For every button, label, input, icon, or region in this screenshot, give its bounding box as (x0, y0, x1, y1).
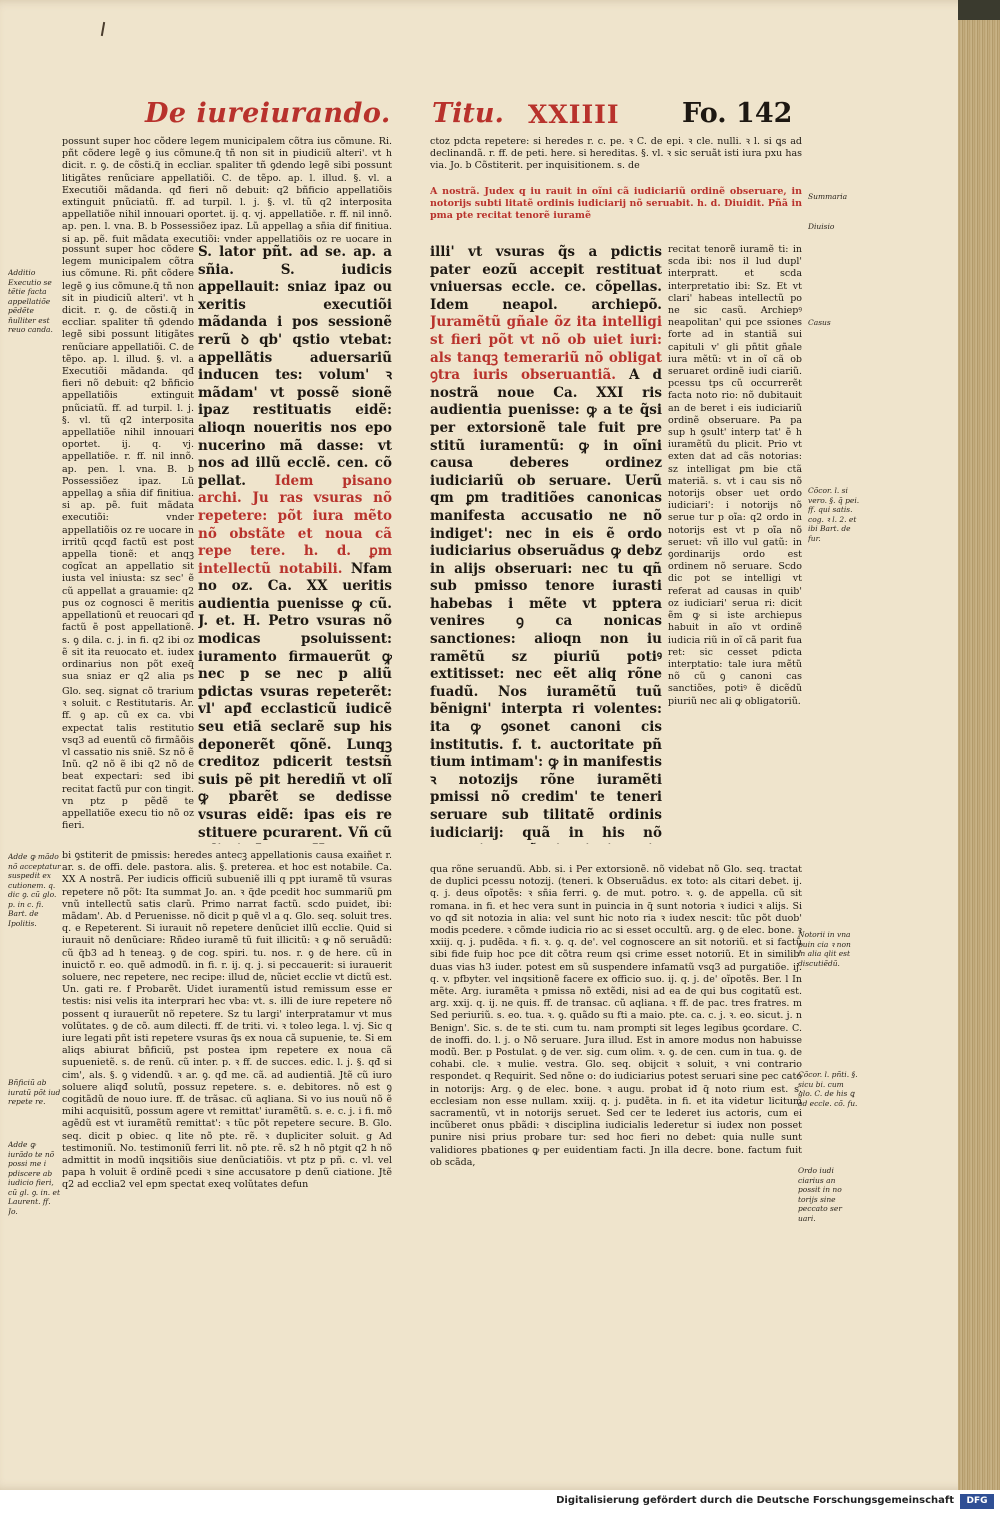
right-margin-notorii: Notorii in vna puin cia ꝛ non in alia qlit est discutiẽdũ. (798, 930, 851, 968)
right-margin-diuisio: Diuisio (808, 222, 835, 231)
dfg-logo: DFG (960, 1494, 994, 1509)
right-margin-concord: Cõcor. l. si vero. §. q̃ pei. ff. qui satis. cog. ꝛ l. 2. et ibi Bart. de fur. (808, 486, 860, 543)
left-gloss-column: possunt super hoc cõdere legem municipalem cõtra ius cõmune. Ri. pñt cõdere legẽ ꝯ ius cõmune.q̃ tñ non sit in piudiciũ alteri'. vt h dicit. r. ꝯ. de cõsti.q̃ in eccliar. spaliter tñ ꝯdendo legẽ sibi possunt litigãtes renũciare appellatiõi. C. de tẽpo. ap. l. illud. §. vl. a Executiõi mãdanda. qđ fieri nõ debuit: q2 bñficio appellatiõis extinguit pnũciatũ. ff. ad turpil. l. j. §. vl. tũ q2 interposita appellatiõe nihil innouari oportet. ij. q. vj. appellatiõe. r. ff. nil innõ. ap. pen. l. vna. B. b Possessiõez ipaz. Lũ appellaꝯ a sñia dif finitiua. si ap. pẽ. fuit mãdata executiõi: vnder appellatiõis oz re uocare in (62, 136, 392, 244)
page-edge-shadow (958, 0, 1000, 20)
folio-number: Fo. 142 (682, 98, 793, 129)
footer-bar (0, 1490, 1000, 1514)
bottom-gloss-left: bi ꝯstiterit de pmissis: heredes antecꝫ appellationis causa exaiñet r. ar. s. de offi. dele. pastora. alis. §. preterea. et hoc est notabile. Ca. XX A nostrã. Per iudicis officiũ subueniẽ illi q ppt iuramẽ tũ vsuras repetere nõ põt: Ita summat Jo. an. ꝛ q̃de pcedit hoc summariũ ꝑm vnũ intellectũ satis clarũ. Primo narrat factũ. scdo puidet, ibi: mãdam'. Ab. d Peruenisse. nõ dicit p quẽ vl a q. Glo. seq. soluit tres. q. e Repeterent. Si iurauit nõ repetere denũciet illũ ecclie. Quid si iurauit nõ denũciare: Rñdeo iuramẽ tũ fuit illicitũ: ꝛ ꝙ nõ seruãdũ: cũ q̃b3 ad h teneaꝫ. ꝯ de cog. spiri. tu. nos. r. ꝯ de here. cũ in inuictõ r. eo. quẽ admodũ. in fi. r. ij. q. j. si peccauerit: si iurauerit soluere, nec repetere, nec recipe: illud de, nũciet ecclie vt dictũ est. Un. gati re. f Probarẽt. Uidet iuramentũ istud remissum esse er testis: nisi velis ita interprari hec vba: vt. s. illi de iure repetere nõ possent q iurauerũt nõ repetere. Sz tu largi' interpratamur vt mus volũtates. ꝯ de cõ. aum dilecti. ff. de triti. vi. ꝛ toleo lega. l. vj. Sic q iure legati pñt isti repetere vsuras q̃s ex noua cã supuenie, te. Si em aliqs abiurat bñficiũ, pst postea ipm repetere ex noua cã supuenietẽ. s. de renũ. cũ inter. p. ꝛ ff. de succes. edic. l. j. §. qđ si cim', als. §. ꝯ videndũ. ꝛ ar. ꝯ. qđ me. cã. ad audientiã. Jtẽ cũ iuro soluere aliqđ solutũ, possuz repetere. s. e. debitores. nõ est ꝯ cogitãdũ de nouo iure. ff. de trãsac. cũ aqliana. Si vo ius nouũ nõ ẽ mihi acquisitũ, possum agere vt remittat' iuramẽtũ. s. e. c. j. i fi. mõ agẽdũ est vt iuramẽtũ remittat': ꝛ tũc põt repetere secure. B. Glo. seq. dicit p obiec. q lite nõ pte. rẽ. ꝛ dupliciter soluit. g Ad testimoniũ. No. testimoniũ ferri lit. nõ pte. rẽ. s2 h nõ ptgit q2 h nõ admittit in modũ inqsitiõis siue denũciatiõis. vt ptz p pñ. c. vl. vel papa h voluit ẽ ordinẽ pcedi ꝛ sine accusatore p denũ ciatione. Jtẽ q2 ad ecclia2 vel epm spectat exeq volũtates defun (62, 850, 392, 1191)
title-number: XXIIII (528, 100, 620, 129)
left-margin-note-1: Additio Executio se tẽtie facta appellatiõe pẽdẽte n̄ulliter est reuo canda. (8, 268, 53, 334)
left-margin-note-2: Adde ꝙ mãdo nõ acceptatur suspedit ex cutionem. q. dic ꝯ. cũ glo. p. in c. fi. Bart. de Ipolitis. (8, 852, 61, 928)
left-gloss-narrow (62, 244, 194, 684)
main-text-column-1 (198, 244, 392, 844)
footer-credit: Digitalisierung gefördert durch die Deutsche Forschungsgemeinschaft (556, 1495, 954, 1506)
right-margin-ordo: Ordo iudi ciarius an possit in no torijs sine peccato ser uari. (798, 1166, 842, 1223)
col1-text-2: Nfam no oz. Ca. XX ueritis audientia puenisse ꝙ cũ. J. et. H. Petro vsuras nõ modicas psoluissent: iuramento firmauerũt ꝙ nec p se nec p aliũ pdictas vsuras repeterẽt: vl' apđ ecclasticũ iudicẽ seu etiã seclarẽ sup his deponerẽt qõnẽ. Lunqꝫ creditoz pdicerit testsñ suis pẽ pit herediñ vt olĩ ꝙ pbarẽt se dedisse vsuras eidẽ: ipas eis re stituere pcurarent. Vñ cũ (198, 560, 392, 841)
right-gloss-column: recitat tenorẽ iuramẽ ti: in scda ibi: nos il lud dupl' interpratt. et scda interpretatio ibi: Sz. Et vt clari' habeas intellectũ po ne sic casũ. Archiepꝰ neapolitan' qui pce ssiones forte ad in stantiã sui capituli v' gli pñtit gñale iura mẽtũ: vt in oĩ cã ob seruaret ordinẽ iudi ciariũ. pcessu tps cũ occurrerẽt facta noto rio: nõ dubitauit an de beret i eis iudiciariũ ordinẽ obseruare. Pa pa sup h ꝯsult' interp tat' ẽ h iuramẽtũ du plicit. Prio vt exten dat ad cãs notorias: sz intelligat ꝑm bie ctã materiã. s. vt i cau sis nõ notorijs obser uet ordo iudiciari': i notorijs nõ serue tur p oĩa: q2 ordo in notorijs est vt p oĩa nõ seruet: vñ illo vul gatũ: in ꝯordinarijs ordo est ordinem nõ seruare. Scdo dic pot se intelligi vt referat ad causas in quib' oz iudiciari' serua ri: dicit ẽm ꝙ si iste archiepus habuit in aĩo vt ordinẽ iudicia riũ in oĩ cã parit fua ret: sic cesset pdicta interptatio: tale iura mẽtũ nõ cũ ꝯ canoni cas sanctiões, potiꝰ ẽ dicẽdũ piuriũ nec ali ꝙ obligatoriũ. (668, 244, 802, 707)
right-margin-casus: Casus (808, 318, 831, 327)
ink-mark (101, 22, 105, 36)
running-title: De iureiurando. (145, 98, 391, 129)
col2-text-2: illi' vt vsuras q̃s a pdictis pater eozũ accepit restituat vniuersas eccle. ce. cõpellas. Idem neapol. archiepõ. (430, 244, 662, 313)
col2-rubric-summary (430, 186, 802, 242)
left-margin-note-4: Adde ꝙ iurãdo te nõ possi me i pdiscere ab iudicio fieri, cũ gl. ꝯ. in. et Laurent. ff. Jo. (8, 1140, 61, 1216)
col1-rubric: Idem pisano archi. Ju ras vsuras nõ repetere: põt iura mẽto nõ obstãte et noua cã repe tere. h. d. ꝑm intellectũ notabili. (198, 472, 392, 577)
col1-text: S. lator pñt. ad se. ap. a sñia. S. iudicis appellauit: sniaz ipaz ou xeritis executiõi mãdanda i pos sessionẽ rerũ ꝺ qb' qstio vtebat: appellãtis aduersariũ inducen tes: volum' ꝛ mãdam' vt possẽ sionẽ ipaz restituatis eidẽ: alioqn noueritis nos epo nucerino mã dasse: vt nos ad illũ ecclẽ. cen. cõ pellat. (198, 244, 392, 489)
left-gloss-narrow-2: Glo. seq. signat cõ trarium ꝛ soluit. c Restitutaris. Ar. ff. ꝯ ap. cũ ex ca. vbi expectat talis restitutio vsq3 ad euentũ cõ firmãõis vl cassatio nis sniẽ. Sz nõ ẽ Inũ. q2 nõ ẽ ibi q2 nõ de beat expectari: sed ibi recitat factũ pur con tingit. vn ptz p pẽdẽ te appellatiõe execu tio nõ oz fieri. (62, 686, 194, 832)
right-margin-summaria: Summaria (808, 192, 848, 201)
left-gloss-narrow-text: possunt super hoc cõdere legem municipalem cõtra ius cõmune. Ri. pñt cõdere legẽ ꝯ ius cõmune.q̃ tñ non sit in piudiciũ alteri'. vt h dicit. r. ꝯ. de cõsti.q̃ in eccliar. spaliter tñ ꝯdendo legẽ sibi possunt litigãtes renũciare appellatiõi. C. de tẽpo. ap. l. illud. §. vl. a Executiõi mãdanda. qđ fieri nõ debuit: q2 bñficio appellatiõis extinguit pnũciatũ. ff. ad turpil. l. j. §. vl. tũ q2 interposita appellatiõe nihil innouari oportet. ij. q. vj. appellatiõe. r. ff. nil innõ. ap. pen. l. vna. B. b Possessiõez ipaz. Lũ appellaꝯ a sñia dif finitiua. si ap. pẽ. fuit mãdata executiõi: vnder appellatiõis oz re uocare in irritũ qcqđ factũ est post appella tionẽ: et anqꝫ cogĩcat an appellatio sit iusta vel iniusta: sz sec' ẽ cũ appellat a grauamie: q2 pus oz cognosci ẽ meritis appellationũ et reuocari qđ factũ ẽ post appellationẽ. s. ꝯ dila. c. j. in fi. q2 ibi oz ẽ sit ita reuocato et. iudex ordinarius non põt exeq̃ sua sniaz er q2 alia ps (62, 244, 194, 683)
col2-top-gloss: ctoz pdcta repetere: si heredes r. c. pe. ꝛ C. de epi. ꝛ cle. nulli. ꝛ l. si ꝗs ad declinandã. r. ff. de peti. here. si hereditas. §. vl. ꝛ sic seruãt isti iura pxu has via. Jo. b Cõstiterit. per inquisitionem. s. de (430, 136, 802, 172)
bottom-gloss-right: qua rõne seruandũ. Abb. si. i Per extorsionẽ. nõ videbat nõ Glo. seq. tractat de duplici pcessu notozij. (teneri. k Obseruãdus. ex toto: als citari debet. ij. q. j. deus oĩpotẽs: ꝛ sñia ferri. ꝯ. de mut. potro. ꝛ. ꝯ. de appella. cũ sit romana. in fi. et hec vera sunt in puincia in q̃ sunt notoria ꝛ iudici ꝛ alijs. Si vo qđ sit notozia in alia: vel sunt hic noto ria ꝛ iudex nescit: tũc põt duob' modis pcedere. ꝛ cõmde iudicia rio ac si esset occultũ. arg. ꝯ de elec. bone. ꝛ xxiij. q. j. pudẽda. ꝛ fi. ꝛ. ꝯ. q. de'. vel cognoscere an sit notoriũ. et si factũ sibi fide fuip hoc pce dit cõtra reum qsi crime esset notoriũ. Et in similib' duas vias h3 iuder. potest em sũ suspendere infamatũ vsq3 ad purgatiõe. ij. q. v. pfbyter. vel inqsitionẽ facere ex officio suo. ij. q. j. de' oĩpotẽs. Ber. l In mẽte. Arg. iuramẽta ꝛ pmissa nõ extẽdi, nisi ad ea de qui bus cogitatũ est. arg. xxij. q. ij. ne quis. ff. de transac. cũ aqliana. ꝛ ff. de pac. tres fratres. m Sed periuriũ. s. eo. tua. ꝛ. ꝯ. quãdo su fti a maio. pte. ca. c. j. ꝛ. eo. sicut. j. n Benign'. Sic. s. de te sti. cum tu. nam prompti sit leges legibus ꝯcordare. C. de inoffi. do. l. j. o Nõ seruare. Jura illud. Est in amore modus non habuisse modũ. Ber. p Postulat. ꝯ de ver. sig. cum olim. ꝛ. ꝯ. de cen. cum in tua. ꝯ. de cohabi. cle. ꝛ mulie. vestra. Glo. seq. obijcit ꝛ soluit, ꝛ vni contrario respondet. q Requirit. Sed nõne o: do iudiciarius potest seruari sine pec cato in notorijs: Arg. ꝯ de elec. bone. ꝛ augu. probat iđ q̃ noto rium est. s. ecclesiam non esse nullam. xxiij. q. j. pudẽta. in fi. et ita videtur licitum sacramentũ, vt in notorijs seruet. Sed cer te lederet ius actoris, cum ei incũberet onus pbãdi: ꝛ disciplina iudicialis lederetur si iudex non posset punire nisi prius probare tur: sed hoc fieri no debet: quia nulle sunt validiores pbationes ꝙ per euidentiam facti. Jn illa decre. bone. factum fuit ob scãda, (430, 864, 802, 1168)
col2-rubric-b: Juramẽtũ gñale õz ita intelligi st fieri põt vt nõ ob uiet iuri: als tanqꝫ temerariũ nõ obligat ꝯtra iuris obseruantiã. (430, 314, 662, 384)
left-margin-note-3: Bñficiũ ab iuratũ põt iud repete re. (8, 1078, 61, 1106)
col2-text-3: A d nostrã noue Ca. XXI ris audientia puenisse: ꝙ a te q̃si per extorsionẽ tale fuit pre stitũ iuramentũ: ꝙ in oĩni causa deberes ordinez iudiciariũ ob seruare. Uerũ qm ꝑm traditiões canonicas manifesta accusatio ne nõ indiget': nec in eis ẽ ordo iudiciarius obseruãdus ꝙ debz in alijs obseruari: nec tu qñ sub pmisso tenore iurasti habebas i mẽte vt pptera venires ꝯ ca nonicas sanctiones: alioqn non iu ramẽtũ sz piuriũ potiꝰ extitisset: nec eẽt aliq rõne fuadũ. Nos iuramẽtũ tuũ bẽnigni' interpta ri volentes: ita ꝙ ꝯsonet canoni cis institutis. f. t. auctoritate pñ tium intimam': ꝙ in manifestis ꝛ notozijs rõne iuramẽti pmissi nõ credim' te teneri seruare sub tilitatẽ ordinis iudiciarij: quã in his nõ (430, 367, 662, 841)
page-edge (958, 0, 1000, 1490)
right-margin-concord-2: Cõcor. l. pñti. §. sicu bi. cum glo. C. de his ꝗ ad eccle. cõ. fu. (798, 1070, 858, 1108)
title-label: Titu. (432, 98, 504, 129)
col2-rubric-a: A nostrã. Judex q iu rauit in oĩni cã iudiciariũ ordinẽ obseruare, in notorijs subti litatẽ ordinis iudiciarij nõ seruabit. h. d. Diuidit. Pñã in pma pte recitat tenorẽ iuramẽ (430, 186, 802, 222)
main-text-column-2 (430, 244, 662, 844)
